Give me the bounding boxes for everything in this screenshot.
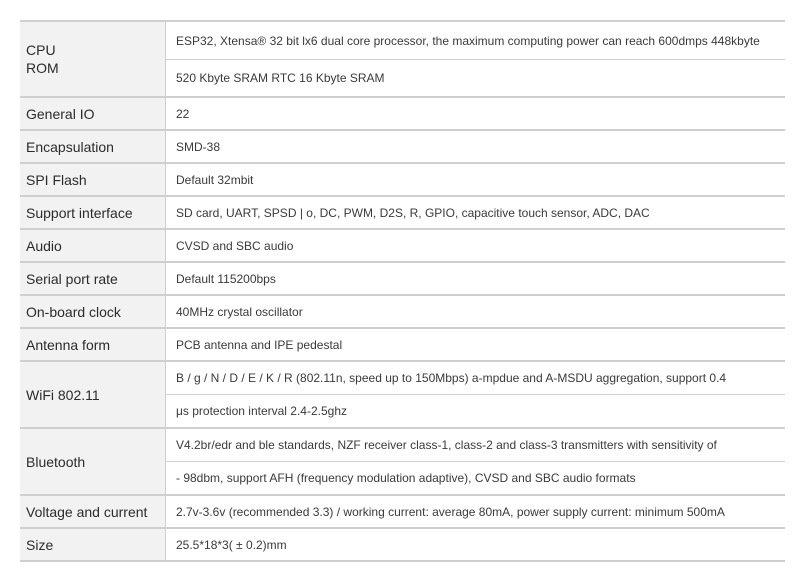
row-value: B / g / N / D / E / K / R (802.11n, speed up to 150Mbps) a-mpdue and A-MSDU aggregation, support 0.4 [176,371,727,385]
row-value: 25.5*18*3( ± 0.2)mm [176,537,287,552]
row-label-line: ROM [26,60,59,76]
table-row [20,263,785,296]
table-row [20,496,785,529]
row-label: Support interface [20,197,166,228]
table-row [20,197,785,230]
row-label: Size [20,529,166,560]
row-value: Default 115200bps [176,271,276,286]
row-label: Serial port rate [20,263,166,294]
row-label: Encapsulation [20,131,166,162]
table-row [20,164,785,197]
row-label: Voltage and current [20,496,166,527]
row-label: General IO [20,98,166,129]
row-label: SPI Flash [20,164,166,195]
row-value: V4.2br/edr and ble standards, NZF receiver class-1, class-2 and class-3 transmitters with sensitivity of [176,438,717,452]
row-value: 40MHz crystal oscillator [176,304,303,319]
row-value: - 98dbm, support AFH (frequency modulation adaptive), CVSD and SBC audio formats [166,461,785,494]
row-label: WiFi 802.11 [20,362,166,427]
row-label: Bluetooth [20,429,166,494]
row-value: ESP32, Xtensa® 32 bit lx6 dual core processor, the maximum computing power can reach 600dmps 448kbyte [176,33,760,48]
row-label: Audio [20,230,166,261]
table-row [20,362,785,429]
row-label [20,22,166,96]
row-value: 22 [176,106,190,121]
row-value: SD card, UART, SPSD | o, DC, PWM, D2S, R, GPIO, capacitive touch sensor, ADC, DAC [176,205,650,220]
table-row [20,20,785,98]
table-row [20,429,785,496]
table-row [20,529,785,562]
row-value: 2.7v-3.6v (recommended 3.3) / working current: average 80mA, power supply current: minimum 500mA [176,504,725,519]
table-row [20,329,785,362]
row-value: μs protection interval 2.4-2.5ghz [166,394,785,427]
spec-table [20,20,785,562]
row-value: CVSD and SBC audio [176,238,294,253]
table-row [20,98,785,131]
row-value: Default 32mbit [176,172,254,187]
table-row [20,296,785,329]
table-row [20,230,785,263]
row-value: PCB antenna and IPE pedestal [176,337,343,352]
row-value: 520 Kbyte SRAM RTC 16 Kbyte SRAM [166,59,785,96]
row-label: On-board clock [20,296,166,327]
row-label: Antenna form [20,329,166,360]
row-value: SMD-38 [176,139,221,154]
table-row [20,131,785,164]
row-label-line: CPU [26,42,56,58]
